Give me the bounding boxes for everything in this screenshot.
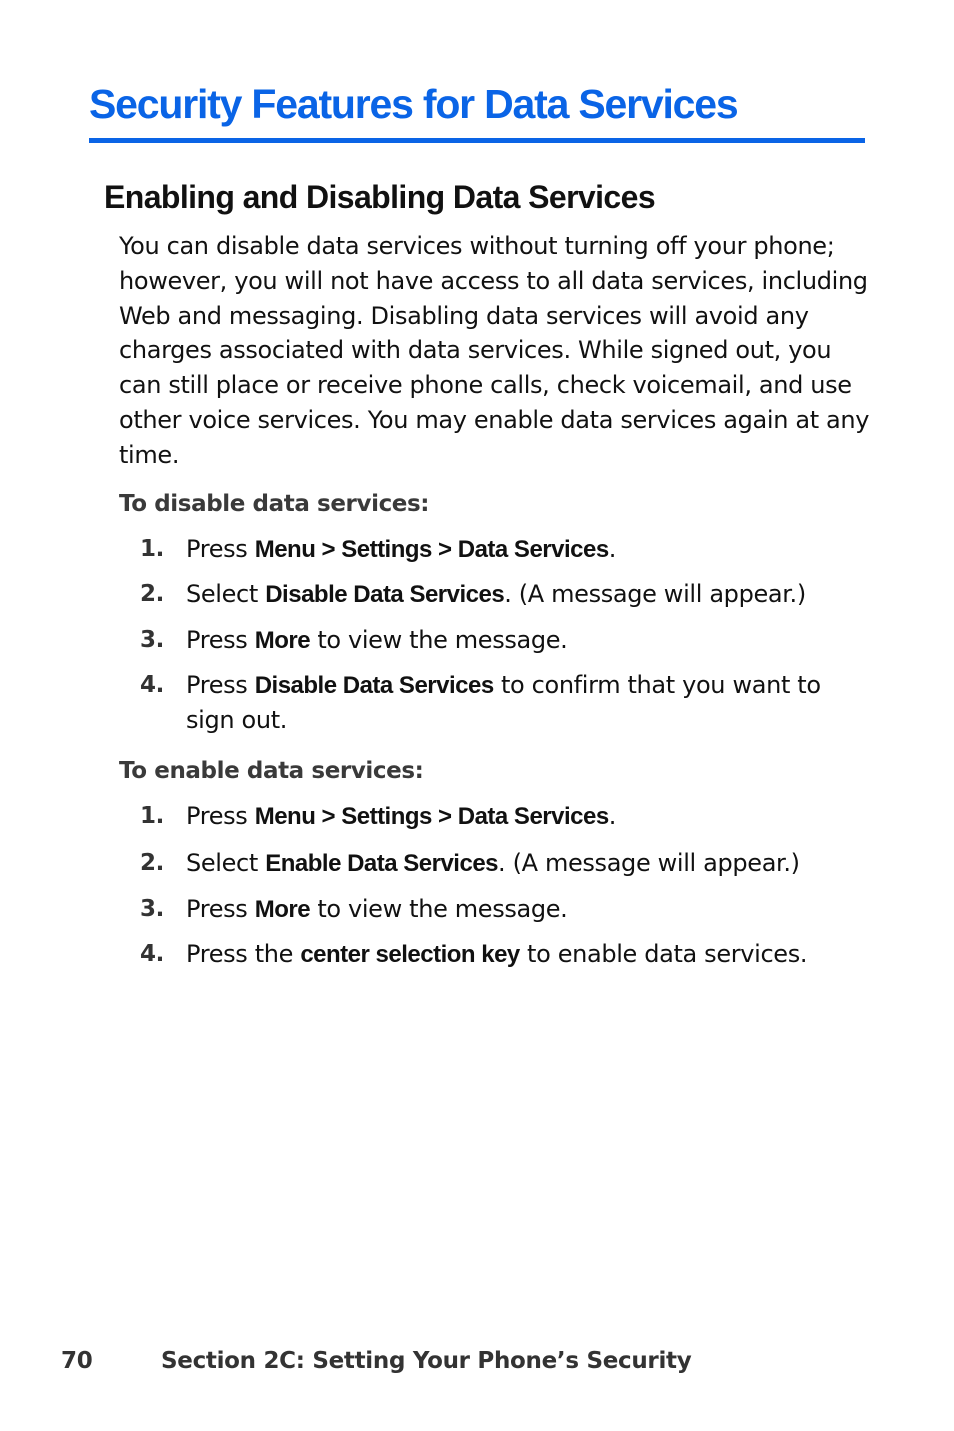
- page-number: 70: [61, 1348, 93, 1374]
- step-number: 1.: [140, 536, 165, 562]
- option-name: More: [254, 896, 311, 923]
- step-text: Press: [186, 671, 255, 699]
- option-name: Enable Data Services: [265, 850, 499, 877]
- disable-step-3: [140, 623, 840, 658]
- disable-procedure-label: To disable data services:: [119, 491, 430, 517]
- step-text: Press: [186, 895, 255, 923]
- step-text: . (A message will appear.): [504, 580, 806, 608]
- page-title: Security Features for Data Services: [89, 81, 738, 127]
- step-text: Press: [186, 626, 255, 654]
- enable-step-1: [140, 799, 840, 834]
- enable-step-3: [140, 892, 840, 927]
- step-number: 4.: [140, 941, 165, 967]
- option-name: More: [254, 627, 311, 654]
- option-name: Disable Data Services: [265, 581, 505, 608]
- enable-step-4: [140, 937, 840, 972]
- step-text: to enable data services.: [519, 940, 808, 968]
- step-number: 3.: [140, 896, 165, 922]
- enable-procedure-label: To enable data services:: [119, 758, 424, 784]
- step-text: Select: [186, 849, 266, 877]
- step-text: .: [608, 535, 616, 563]
- disable-step-1: [140, 532, 840, 567]
- step-text: to view the message.: [310, 626, 568, 654]
- step-text: to view the message.: [310, 895, 568, 923]
- step-number: 4.: [140, 672, 165, 698]
- step-number: 2.: [140, 581, 165, 607]
- footer-section-title: Section 2C: Setting Your Phone’s Security: [161, 1348, 692, 1374]
- step-number: 3.: [140, 627, 165, 653]
- option-name: Disable Data Services: [254, 672, 494, 699]
- step-text: .: [608, 802, 616, 830]
- step-text: Select: [186, 580, 266, 608]
- section-heading: Enabling and Disabling Data Services: [104, 179, 656, 215]
- menu-path: Menu > Settings > Data Services: [254, 803, 609, 830]
- disable-step-4: [140, 668, 840, 738]
- step-text: Press the: [186, 940, 301, 968]
- title-rule: [89, 138, 865, 143]
- step-text: to confirm that you want to sign out.: [186, 671, 821, 734]
- key-name: center selection key: [300, 941, 520, 968]
- step-text: . (A message will appear.): [498, 849, 800, 877]
- step-text: Press: [186, 535, 255, 563]
- step-number: 1.: [140, 803, 165, 829]
- enable-steps-list: [140, 799, 840, 972]
- step-text: Press: [186, 802, 255, 830]
- intro-paragraph: You can disable data services without turning off your phone; however, you will not have access to all data services, including Web and messaging. Disabling data services will avoid any charges associated with data services. While signed out, you can still place or receive phone calls, check voicemail, and use other voice services. You may enable data services again at any time.: [119, 232, 870, 469]
- menu-path: Menu > Settings > Data Services: [254, 536, 609, 563]
- step-number: 2.: [140, 850, 165, 876]
- disable-steps-list: [140, 532, 840, 738]
- disable-step-2: [140, 577, 840, 612]
- enable-step-2: [140, 846, 840, 881]
